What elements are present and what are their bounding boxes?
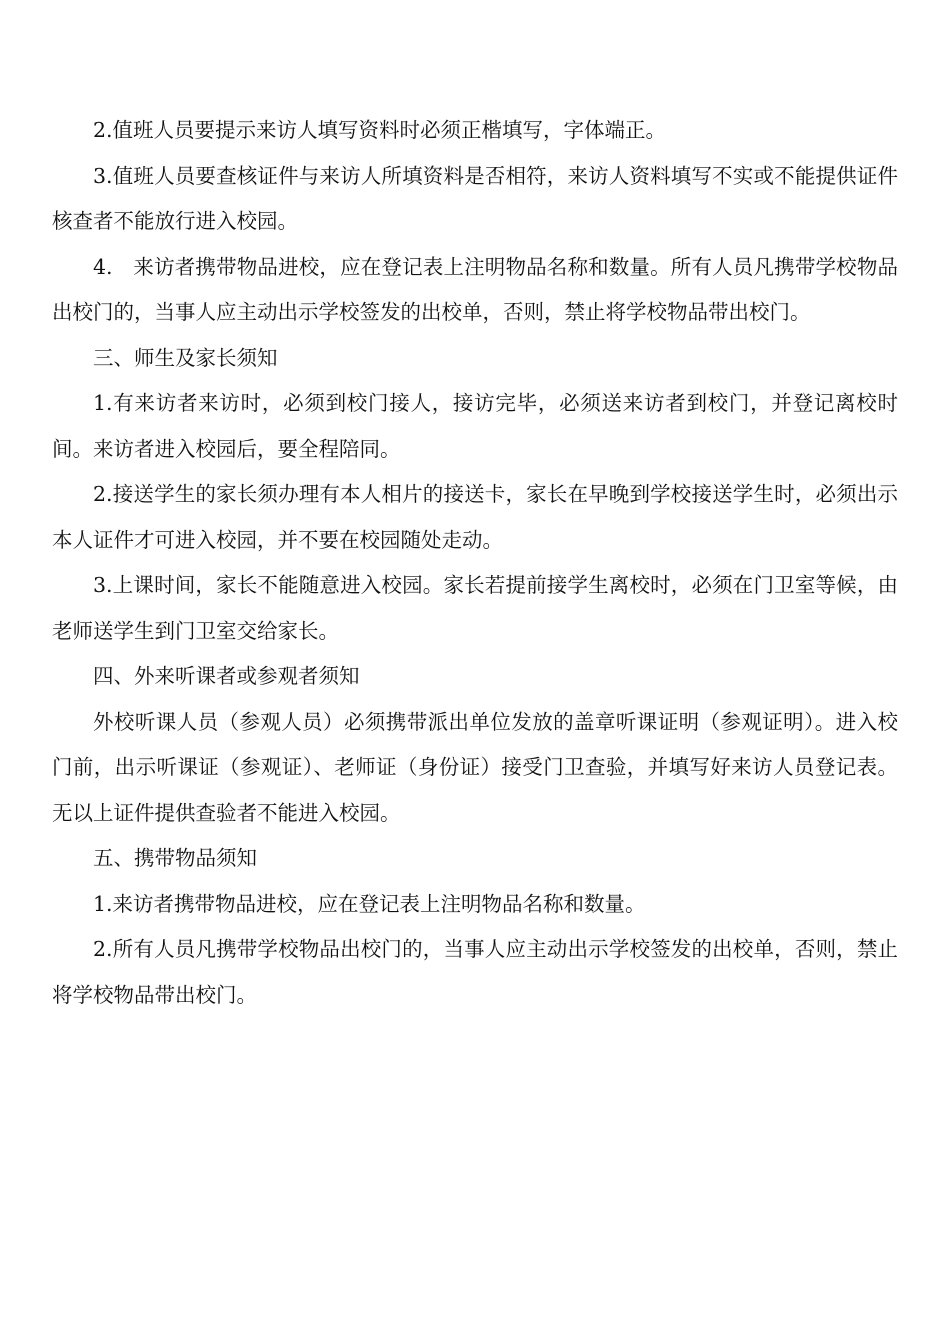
paragraph-staff-1: 1.有来访者来访时，必须到校门接人，接访完毕，必须送来访者到校门，并登记离校时间。来访者进入校园后，要全程陪同。 [52, 391, 898, 461]
paragraph-duty-3: 3.值班人员要查核证件与来访人所填资料是否相符，来访人资料填写不实或不能提供证件核查者不能放行进入校园。 [52, 163, 898, 233]
paragraph-items-2: 2.所有人员凡携带学校物品出校门的，当事人应主动出示学校签发的出校单，否则，禁止将学校物品带出校门。 [52, 937, 898, 1007]
document-body [52, 108, 898, 1018]
paragraph-staff-3: 3.上课时间，家长不能随意进入校园。家长若提前接学生离校时，必须在门卫室等候，由老师送学生到门卫室交给家长。 [52, 573, 898, 643]
paragraph-visitor-observer: 外校听课人员（参观人员）必须携带派出单位发放的盖章听课证明（参观证明）。进入校门前，出示听课证（参观证）、老师证（身份证）接受门卫查验，并填写好来访人员登记表。无以上证件提供查验者不能进入校园。 [52, 709, 898, 825]
section-heading-four: 四、外来听课者或参观者须知 [93, 664, 360, 688]
paragraph-duty-4: 4. 来访者携带物品进校，应在登记表上注明物品名称和数量。所有人员凡携带学校物品出校门的，当事人应主动出示学校签发的出校单，否则，禁止将学校物品带出校门。 [52, 254, 898, 324]
paragraph-duty-2: 2.值班人员要提示来访人填写资料时必须正楷填写，字体端正。 [93, 118, 667, 142]
section-heading-five: 五、携带物品须知 [93, 846, 257, 870]
paragraph-items-1: 1.来访者携带物品进校，应在登记表上注明物品名称和数量。 [93, 891, 646, 916]
section-heading-three: 三、师生及家长须知 [93, 345, 278, 370]
paragraph-staff-2: 2.接送学生的家长须办理有本人相片的接送卡，家长在早晚到学校接送学生时，必须出示本人证件才可进入校园，并不要在校园随处走动。 [52, 482, 898, 552]
